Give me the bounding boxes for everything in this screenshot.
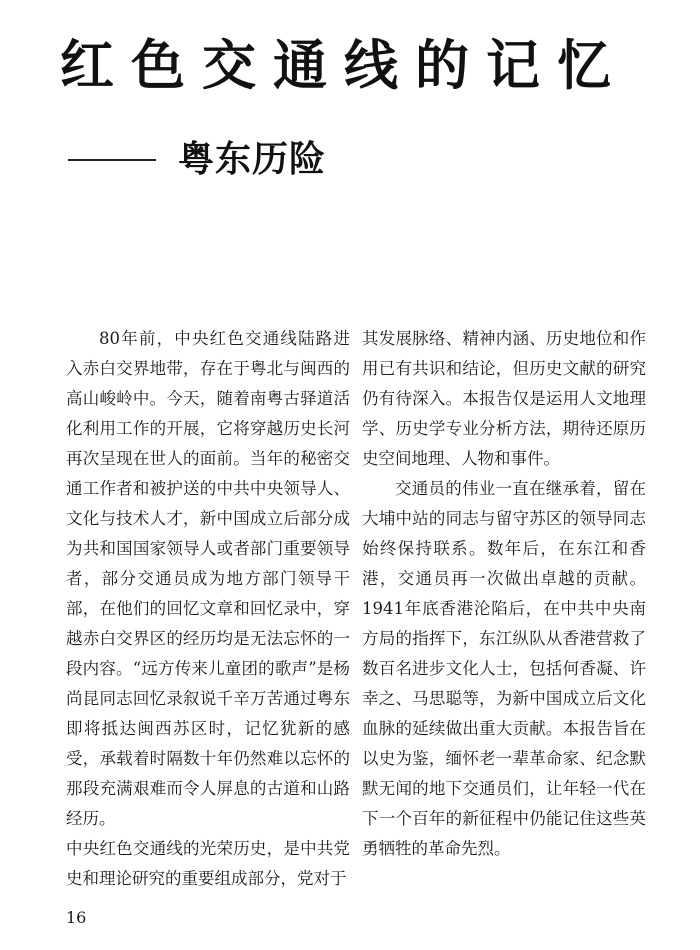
page-number: 16 — [66, 908, 87, 927]
paragraph: 中央红色交通线的光荣历史，是中共党史和理论研究的重要组成部分，党对于 — [66, 839, 350, 888]
page-title: 红色交通线的记忆 — [60, 34, 628, 97]
body-column-left — [66, 324, 350, 894]
subtitle: 粤东历险 — [178, 139, 327, 180]
paragraph: 80年前，中央红色交通线陆路进入赤白交界地带，存在于粤北与闽西的高山峻岭中。今天，随着南粤古驿道活化利用工作的开展，它将穿越历史长河再次呈现在世人的面前。当年的秘密交通工作者和被护送的中共中央领导人、文化与技术人才，新中国成立后部分成为共和国国家领导人或者部门重要领导者，部分交通员成为地方部门领导干部，在他们的回忆文章和回忆录中，穿越赤白交界区的经历均是无法忘怀的一段内容。“远方传来儿童团的歌声”是杨尚昆同志回忆录叙说千辛万苦通过粤东即将抵达闽西苏区时，记忆犹新的感受，承载着时隔数十年仍然难以忘怀的那段充满艰难而令人屏息的古道和山路经历。 — [66, 329, 350, 828]
paragraph: 其发展脉络、精神内涵、历史地位和作用已有共识和结论，但历史文献的研究仍有待深入。本报告仅是运用人文地理学、历史学专业分析方法，期待还原历史空间地理、人物和事件。 — [362, 329, 646, 468]
subtitle-dash — [68, 159, 156, 161]
paragraph: 交通员的伟业一直在继承着，留在大埔中站的同志与留守苏区的领导同志始终保持联系。数年后，在东江和香港，交通员再一次做出卓越的贡献。1941年底香港沦陷后，在中共中央南方局的指挥下，东江纵队从香港营救了数百名进步文化人士，包括何香凝、许幸之、马思聪等，为新中国成立后文化血脉的延续做出重大贡献。本报告旨在以史为鉴，缅怀老一辈革命家、纪念默默无闻的地下交通员们，让年轻一代在下一个百年的新征程中仍能记住这些英勇牺牲的革命先烈。 — [362, 479, 646, 858]
subtitle-row — [68, 132, 326, 188]
body-column-right — [362, 324, 646, 864]
